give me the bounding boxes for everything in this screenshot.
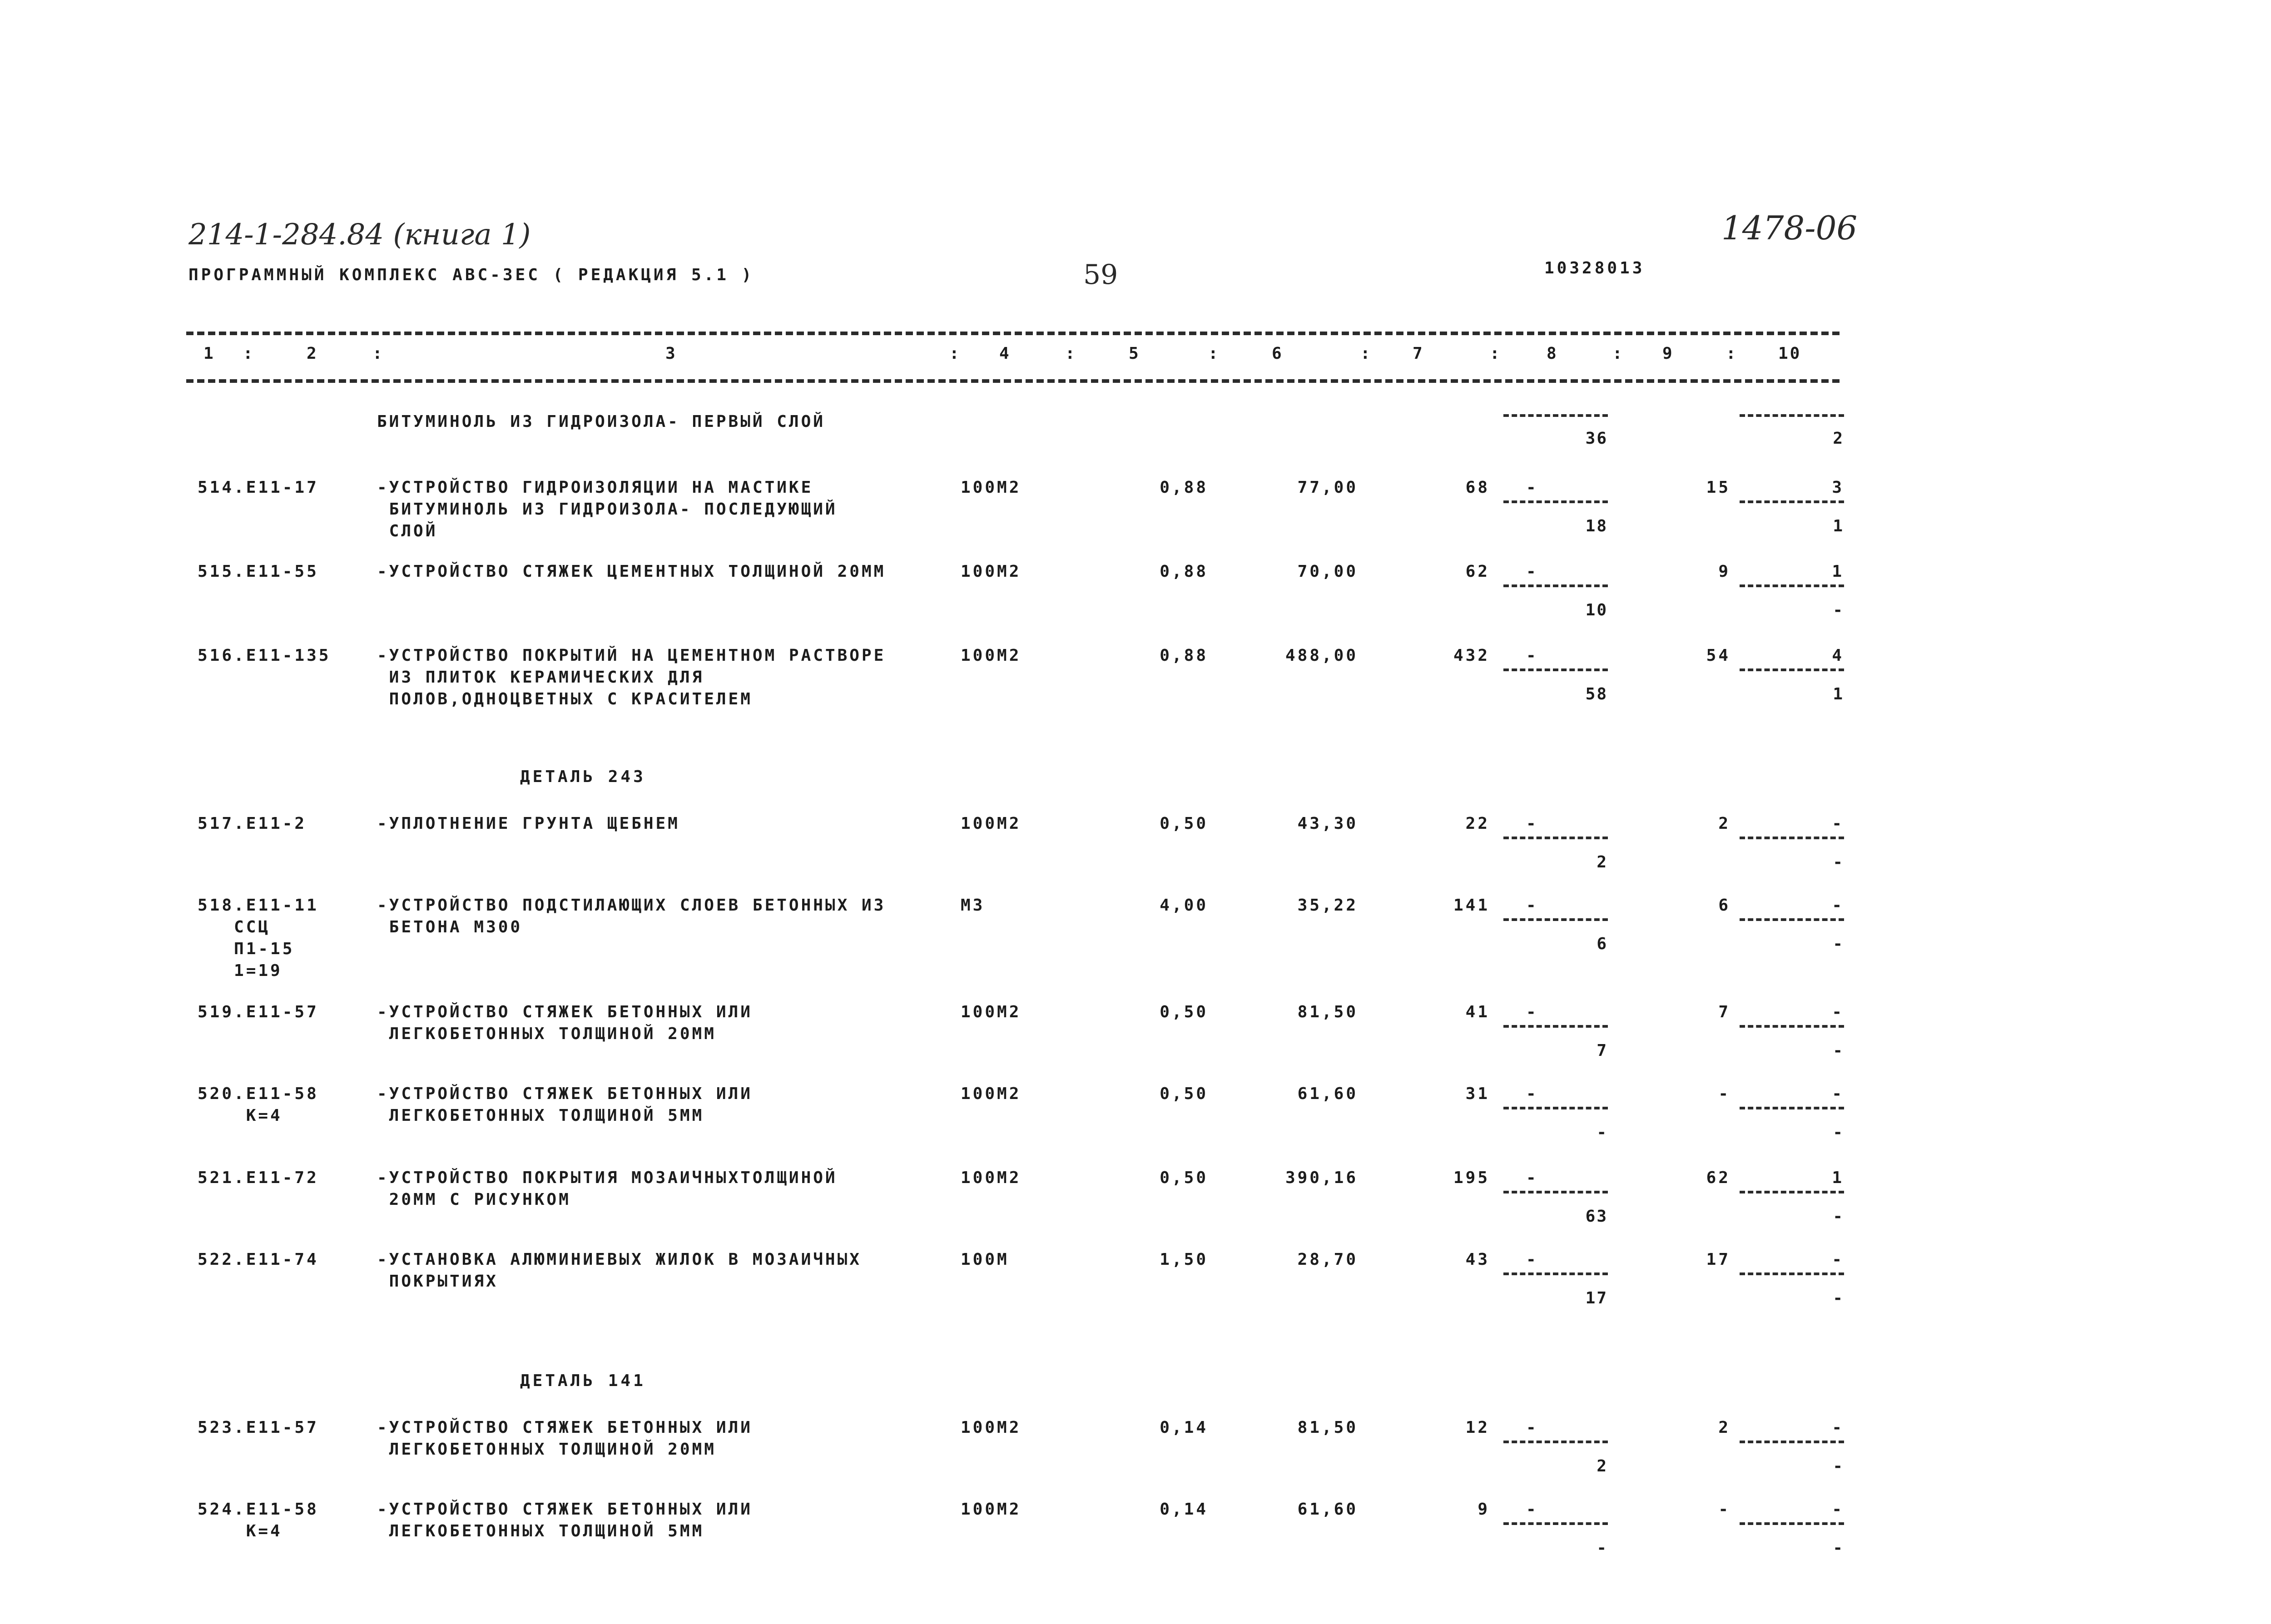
row-unit-price: 61,60 (1297, 1500, 1358, 1519)
row-total: 62 (1465, 562, 1490, 581)
row-col8-bottom: 2 (1597, 853, 1608, 871)
col-sep: : (949, 344, 961, 363)
row-code: 522.Е11-74 (198, 1250, 319, 1269)
row-quantity: 0,50 (1160, 1168, 1208, 1187)
row-col8-bottom: - (1597, 1539, 1608, 1557)
row-col8-top: - (1526, 1250, 1538, 1269)
col-6: 6 (1272, 344, 1284, 363)
row-code: 521.Е11-72 (198, 1168, 319, 1187)
row-col9: 7 (1718, 1003, 1731, 1021)
col-9: 9 (1662, 344, 1674, 363)
row-quantity: 0,50 (1160, 814, 1208, 833)
row-col10-bottom: - (1833, 1207, 1844, 1226)
row-description: -УСТРОЙСТВО ГИДРОИЗОЛЯЦИИ НА МАСТИКЕ БИТУМИНОЛЬ ИЗ ГИДРОИЗОЛА- ПОСЛЕДУЮЩИЙ СЛОЙ (377, 478, 838, 540)
row-unit-price: 43,30 (1297, 814, 1358, 833)
dash-line (1740, 668, 1844, 671)
page-number: 59 (1083, 259, 1118, 291)
row-col8-bottom: 2 (1597, 1457, 1608, 1475)
detail-heading-243: ДЕТАЛЬ 243 (520, 767, 646, 786)
row-col9: - (1718, 1500, 1731, 1519)
row-col8-top: - (1526, 478, 1538, 497)
row-unit-price: 488,00 (1285, 646, 1358, 665)
row-col8-top: - (1526, 1084, 1538, 1103)
row-unit: 100М2 (961, 1168, 1021, 1187)
dash-line (1740, 1107, 1844, 1109)
dash-line (1740, 584, 1844, 587)
row-total: 22 (1465, 814, 1490, 833)
row-unit: 100М2 (961, 478, 1021, 497)
row-total: 12 (1465, 1418, 1490, 1437)
doc-code: 10328013 (1544, 259, 1645, 277)
row-description: -УСТРОЙСТВО СТЯЖЕК БЕТОННЫХ ИЛИ ЛЕГКОБЕТОННЫХ ТОЛЩИНОЙ 20ММ (377, 1418, 753, 1459)
row-code: 518.Е11-11 ССЦ П1-15 1=19 (198, 896, 319, 980)
row-unit: 100М2 (961, 1418, 1021, 1437)
row-code: 520.Е11-58 К=4 (198, 1084, 319, 1125)
row-col10-bottom: - (1833, 1289, 1844, 1307)
col-7: 7 (1413, 344, 1424, 363)
row-col8-top: - (1526, 1418, 1538, 1437)
row-quantity: 0,14 (1160, 1500, 1208, 1519)
row-col10-bottom: - (1833, 935, 1844, 953)
row-total: 31 (1465, 1084, 1490, 1103)
row-col9: 2 (1718, 814, 1731, 833)
header-rule-top (186, 332, 1840, 335)
header-rule-bottom (186, 379, 1840, 383)
row-col10-top: - (1832, 1418, 1844, 1437)
row-col8-top: - (1526, 1168, 1538, 1187)
row-col10-bottom: - (1833, 601, 1844, 619)
row-unit-price: 77,00 (1297, 478, 1358, 497)
row-col10-bottom: 1 (1833, 517, 1844, 535)
row-unit-price: 81,50 (1297, 1418, 1358, 1437)
dash-line (1740, 1272, 1844, 1275)
row-col9: 9 (1718, 562, 1731, 581)
row-unit-price: 35,22 (1297, 896, 1358, 915)
handwritten-sheet-number: 1478-06 (1721, 209, 1858, 247)
dash-line (1503, 500, 1608, 503)
col-sep: : (372, 344, 384, 363)
row-quantity: 0,14 (1160, 1418, 1208, 1437)
row-code: 516.Е11-135 (198, 646, 331, 665)
row-col8-top: - (1526, 1003, 1538, 1021)
row-unit: 100М (961, 1250, 1009, 1269)
row-total: 43 (1465, 1250, 1490, 1269)
row-code: 517.Е11-2 (198, 814, 307, 833)
row-col10-bottom: - (1833, 1457, 1844, 1475)
row-code: 523.Е11-57 (198, 1418, 319, 1437)
row-description: -УСТРОЙСТВО ПОКРЫТИЙ НА ЦЕМЕНТНОМ РАСТВОРЕ ИЗ ПЛИТОК КЕРАМИЧЕСКИХ ДЛЯ ПОЛОВ,ОДНОЦВЕТНЫХ С КРАСИТЕЛЕМ (377, 646, 886, 708)
row-col9: 17 (1706, 1250, 1731, 1269)
dash-line (1740, 918, 1844, 921)
dash-line (1740, 1522, 1844, 1525)
row-col10-top: 1 (1832, 1168, 1844, 1187)
col-sep: : (243, 344, 255, 363)
row-col9: 15 (1706, 478, 1731, 497)
row-quantity: 4,00 (1160, 896, 1208, 915)
dash-line (1740, 1025, 1844, 1028)
row-col10-bottom: 1 (1833, 685, 1844, 703)
row-total: 68 (1465, 478, 1490, 497)
row-col8-bottom: 7 (1597, 1041, 1608, 1060)
dash-line (1740, 1191, 1844, 1193)
row-unit-price: 61,60 (1297, 1084, 1358, 1103)
row-col8-top: - (1526, 1500, 1538, 1519)
col-2: 2 (307, 344, 318, 363)
dash-line (1503, 1522, 1608, 1525)
row-col8-bottom: 17 (1585, 1289, 1608, 1307)
row-col10-top: - (1832, 1084, 1844, 1103)
dash-line (1503, 668, 1608, 671)
dash-line (1740, 500, 1844, 503)
row-code: 524.Е11-58 К=4 (198, 1500, 319, 1540)
col-4: 4 (999, 344, 1011, 363)
row-col10-top: - (1832, 896, 1844, 915)
col-sep: : (1490, 344, 1502, 363)
dash-line (1503, 414, 1608, 417)
row-quantity: 0,50 (1160, 1084, 1208, 1103)
row-col8-bottom: 58 (1585, 685, 1608, 703)
row-col10-bottom: - (1833, 1041, 1844, 1060)
row-code: 519.Е11-57 (198, 1003, 319, 1021)
row-code: 514.Е11-17 (198, 478, 319, 497)
row-total: 9 (1478, 1500, 1490, 1519)
row-col9: 6 (1718, 896, 1731, 915)
row-description: -УСТРОЙСТВО СТЯЖЕК ЦЕМЕНТНЫХ ТОЛЩИНОЙ 20ММ (377, 562, 886, 581)
row-unit-price: 70,00 (1297, 562, 1358, 581)
dash-line (1740, 1441, 1844, 1443)
row-unit-price: 28,70 (1297, 1250, 1358, 1269)
row-unit: 100М2 (961, 1003, 1021, 1021)
col-sep: : (1208, 344, 1220, 363)
col-3: 3 (665, 344, 677, 363)
row-col10-bottom: - (1833, 853, 1844, 871)
col-8: 8 (1547, 344, 1558, 363)
dash-line (1503, 1025, 1608, 1028)
row-unit: 100М2 (961, 814, 1021, 833)
row-quantity: 0,88 (1160, 478, 1208, 497)
row-unit: М3 (961, 896, 985, 915)
row-col8-bottom: 63 (1585, 1207, 1608, 1226)
col-5: 5 (1129, 344, 1140, 363)
col-sep: : (1726, 344, 1738, 363)
row-col10-top: 1 (1832, 562, 1844, 581)
row-quantity: 0,88 (1160, 646, 1208, 665)
dash-line (1503, 584, 1608, 587)
dash-line (1503, 1107, 1608, 1109)
row-col10-top: - (1832, 814, 1844, 833)
dash-line (1503, 1272, 1608, 1275)
row-description: -УПЛОТНЕНИЕ ГРУНТА ЩЕБНЕМ (377, 814, 680, 833)
col-sep: : (1612, 344, 1624, 363)
dash-line (1503, 837, 1608, 839)
row-unit-price: 390,16 (1285, 1168, 1358, 1187)
row-description: -УСТРОЙСТВО ПОКРЫТИЯ МОЗАИЧНЫХТОЛЩИНОЙ 20ММ С РИСУНКОМ (377, 1168, 838, 1209)
row-col8-top: - (1526, 562, 1538, 581)
row-col9: 2 (1718, 1418, 1731, 1437)
row-col10-bottom: - (1833, 1123, 1844, 1142)
detail-heading-141: ДЕТАЛЬ 141 (520, 1371, 646, 1390)
row-unit: 100М2 (961, 1084, 1021, 1103)
row-total: 195 (1453, 1168, 1490, 1187)
dash-line (1503, 1441, 1608, 1443)
row-col8-top: - (1526, 814, 1538, 833)
handwritten-project-code: 214-1-284.84 (книга 1) (188, 218, 531, 252)
row-description: -УСТРОЙСТВО ПОДСТИЛАЮЩИХ СЛОЕВ БЕТОННЫХ ИЗ БЕТОНА М300 (377, 896, 886, 936)
row-col10-top: 3 (1832, 478, 1844, 497)
row-total: 432 (1453, 646, 1490, 665)
row-col10-top: - (1832, 1250, 1844, 1269)
row-unit: 100М2 (961, 646, 1021, 665)
row-quantity: 1,50 (1160, 1250, 1208, 1269)
dash-line (1503, 918, 1608, 921)
row-description: -УСТРОЙСТВО СТЯЖЕК БЕТОННЫХ ИЛИ ЛЕГКОБЕТОННЫХ ТОЛЩИНОЙ 20ММ (377, 1003, 753, 1043)
row-col8-bottom: 18 (1585, 517, 1608, 535)
row-col9: 54 (1706, 646, 1731, 665)
row-unit-price: 81,50 (1297, 1003, 1358, 1021)
dash-line (1740, 414, 1844, 417)
col-1: 1 (203, 344, 215, 363)
row-col8-top: - (1526, 896, 1538, 915)
dash-line (1503, 1191, 1608, 1193)
row-description: -УСТРОЙСТВО СТЯЖЕК БЕТОННЫХ ИЛИ ЛЕГКОБЕТОННЫХ ТОЛЩИНОЙ 5ММ (377, 1500, 753, 1540)
row-quantity: 0,88 (1160, 562, 1208, 581)
row-total: 141 (1453, 896, 1490, 915)
row-col8-bottom: - (1597, 1123, 1608, 1142)
row-col8-top: - (1526, 646, 1538, 665)
row-description: -УСТАНОВКА АЛЮМИНИЕВЫХ ЖИЛОК В МОЗАИЧНЫХ ПОКРЫТИЯХ (377, 1250, 862, 1291)
continued-col10: 2 (1833, 429, 1844, 448)
row-col10-top: - (1832, 1003, 1844, 1021)
continued-description: БИТУМИНОЛЬ ИЗ ГИДРОИЗОЛА- ПЕРВЫЙ СЛОЙ (377, 412, 825, 431)
row-col8-bottom: 10 (1585, 601, 1608, 619)
row-col9: 62 (1706, 1168, 1731, 1187)
row-col10-top: 4 (1832, 646, 1844, 665)
row-code: 515.Е11-55 (198, 562, 319, 581)
row-quantity: 0,50 (1160, 1003, 1208, 1021)
row-col8-bottom: 6 (1597, 935, 1608, 953)
program-line: ПРОГРАММНЫЙ КОМПЛЕКС АВС-3ЕС ( РЕДАКЦИЯ 5.1 ) (188, 266, 754, 284)
row-col9: - (1718, 1084, 1731, 1103)
col-sep: : (1065, 344, 1077, 363)
continued-col8: 36 (1585, 429, 1608, 448)
row-unit: 100М2 (961, 1500, 1021, 1519)
row-col10-top: - (1832, 1500, 1844, 1519)
row-total: 41 (1465, 1003, 1490, 1021)
col-10: 10 (1778, 344, 1802, 363)
row-col10-bottom: - (1833, 1539, 1844, 1557)
col-sep: : (1360, 344, 1372, 363)
row-unit: 100М2 (961, 562, 1021, 581)
row-description: -УСТРОЙСТВО СТЯЖЕК БЕТОННЫХ ИЛИ ЛЕГКОБЕТОННЫХ ТОЛЩИНОЙ 5ММ (377, 1084, 753, 1125)
dash-line (1740, 837, 1844, 839)
